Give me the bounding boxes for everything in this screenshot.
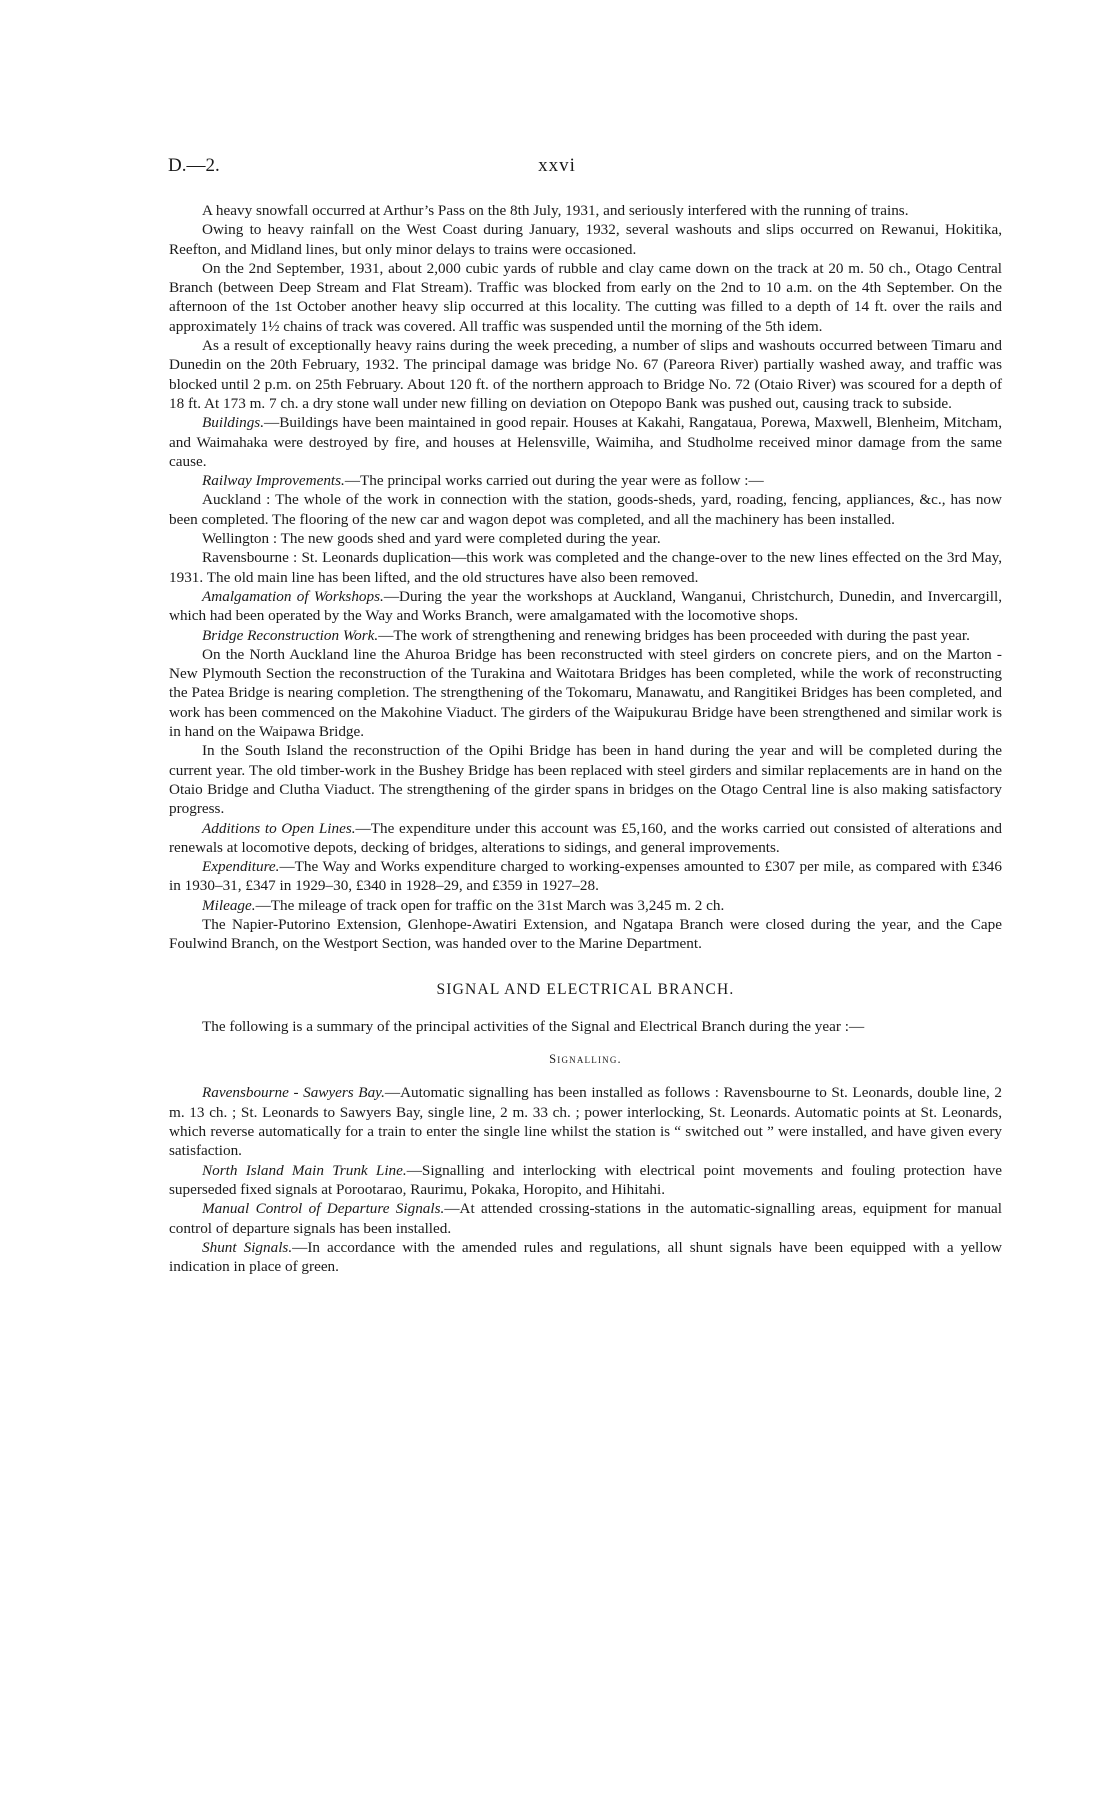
heading-amalgamation: Amalgamation of Workshops. [202,587,384,605]
paragraph-ravensbourne-sawyers: Ravensbourne - Sawyers Bay.—Automatic signalling has been installed as follows : Ravensbourne to St. Leonards, double line, 2 m. 13 ch. ; St. Leonards to Sawyers Bay, single line, 2 m. 33 ch. ; power interlocking, St. Leonards. Automatic points at St. Leonards, which reverse automatically for a train to enter the single line whilst the station is “ switched out ” were installed, and have given every satisfaction. [169,1084,1002,1160]
heading-manual-control: Manual Control of Departure Signals. [202,1200,445,1218]
paragraph-snowfall: A heavy snowfall occurred at Arthur’s Pass on the 8th July, 1931, and seriously interfered with the running of trains. [202,202,909,219]
heading-additions: Additions to Open Lines. [202,819,356,837]
paragraph-wellington: Wellington : The new goods shed and yard were completed during the year. [202,530,661,548]
paragraph-timaru-washouts: As a result of exceptionally heavy rains during the week preceding, a number of slips and washouts occurred between Timaru and Dunedin on the 20th February, 1932. The principal damage was bridge No. 67 (Pareora River) partially washed away, and traffic was blocked until 2 p.m. on 25th February. About 120 ft. of the northern approach to Bridge No. 72 (Otaio River) was scoured for a depth of 18 ft. At 173 m. 7 ch. a dry stone wall under new filling on deviation on Otepopo Bank was pushed out, causing track to subside. [169,337,1002,412]
paragraph-south-island-bridges: In the South Island the reconstruction of the Opihi Bridge has been in hand during the year and will be completed during the current year. The old timber-work in the Bushey Bridge has been replaced with steel girders and similar replacements are in hand on the Otaio Bridge and Clutha Viaduct. The strengthening of the girder spans in bridges on the Otago Central line is also making satisfactory progress. [169,742,1002,818]
section-title: SIGNAL AND ELECTRICAL BRANCH. [436,980,735,998]
heading-buildings: Buildings. [202,414,265,432]
paragraph-buildings: Buildings.—Buildings have been maintained in good repair. Houses at Kakahi, Rangataua, Porewa, Maxwell, Blenheim, Mitcham, and Waimahaka were destroyed by fire, and houses at Helensville, Waimiha, and Studholme received minor damage from the same cause. [169,414,1002,470]
paragraph-bridge-reconstruction: Bridge Reconstruction Work.—The work of strengthening and renewing bridges has been proceeded with during the past year. [202,626,970,644]
page-number: xxvi [538,155,576,176]
heading-expenditure: Expenditure. [202,858,280,876]
paragraph-amalgamation: Amalgamation of Workshops.—During the year the workshops at Auckland, Wanganui, Christchurch, Dunedin, and Invercargill, which had been operated by the Way and Works Branch, were amalgamated with the locomotive shops. [169,587,1002,625]
paragraph-closures: The Napier-Putorino Extension, Glenhope-Awatiri Extension, and Ngatapa Branch were closed during the year, and the Cape Foulwind Branch, on the Westport Section, was handed over to the Marine Department. [169,915,1002,953]
paragraph-nimt: North Island Main Trunk Line.—Signalling and interlocking with electrical point movements and fouling protection have superseded fixed signals at Porootarao, Raurimu, Pokaka, Horopito, and Hihitahi. [169,1161,1002,1198]
heading-bridge-reconstruction: Bridge Reconstruction Work. [202,626,379,644]
heading-nimt: North Island Main Trunk Line. [202,1161,407,1179]
heading-shunt-signals: Shunt Signals. [202,1238,293,1256]
heading-mileage: Mileage. [202,896,256,914]
paragraph-auckland: Auckland : The whole of the work in connection with the station, goods-sheds, yard, roading, fencing, appliances, &c., has now been completed. The flooring of the new car and wagon depot was completed, and all the machinery has been installed. [169,491,1002,528]
heading-railway-improvements: Railway Improvements. [202,472,345,490]
heading-ravensbourne-sawyers: Ravensbourne - Sawyers Bay. [202,1084,385,1102]
paragraph-mileage: Mileage.—The mileage of track open for traffic on the 31st March was 3,245 m. 2 ch. [202,896,725,914]
paragraph-railway-improvements: Railway Improvements.—The principal works carried out during the year were as follow :— [202,472,764,490]
section-intro: The following is a summary of the principal activities of the Signal and Electrical Branch during the year :— [202,1017,865,1035]
body-text [169,201,1002,1276]
document-reference: D.—2. [168,155,220,176]
paragraph-additions: Additions to Open Lines.—The expenditure under this account was £5,160, and the works carried out consisted of alterations and renewals at locomotive depots, decking of bridges, alterations to sidings, and general improvements. [169,819,1002,856]
paragraph-otago-slip: On the 2nd September, 1931, about 2,000 cubic yards of rubble and clay came down on the track at 20 m. 50 ch., Otago Central Branch (between Deep Stream and Flat Stream). Traffic was blocked from early on the 2nd to 10 a.m. on the 4th September. On the afternoon of the 1st October another heavy slip occurred at this locality. The cutting was filled to a depth of 14 ft. over the rails and approximately 1½ chains of track was covered. All traffic was suspended until the morning of the 5th idem. [169,259,1002,335]
paragraph-manual-control: Manual Control of Departure Signals.—At attended crossing-stations in the automatic-signalling areas, equipment for manual control of departure signals has been installed. [169,1200,1002,1237]
paragraph-north-island-bridges: On the North Auckland line the Ahuroa Bridge has been reconstructed with steel girders on concrete piers, and on the Marton - New Plymouth Section the reconstruction of the Turakina and Waitotara Bridges has been completed, while the work of reconstructing the Patea Bridge is nearing completion. The strengthening of the Tokomaru, Manawatu, and Rangitikei Bridges has been completed, and work has been commenced on the Makohine Viaduct. The girders of the Waipukurau Bridge have been strengthened and similar work is in hand on the Waipawa Bridge. [169,645,1002,741]
paragraph-ravensbourne: Ravensbourne : St. Leonards duplication—this work was completed and the change-over to the new lines effected on the 3rd May, 1931. The old main line has been lifted, and the old structures have also been removed. [169,549,1002,586]
paragraph-shunt-signals: Shunt Signals.—In accordance with the amended rules and regulations, all shunt signals have been equipped with a yellow indication in place of green. [169,1238,1002,1276]
paragraph-west-coast: Owing to heavy rainfall on the West Coast during January, 1932, several washouts and slips occurred on Rewanui, Hokitika, Reefton, and Midland lines, but only minor delays to trains were occasioned. [169,221,1002,258]
section-subtitle: Signalling. [549,1052,622,1067]
paragraph-expenditure: Expenditure.—The Way and Works expenditure charged to working-expenses amounted to £307 per mile, as compared with £346 in 1930–31, £347 in 1929–30, £340 in 1928–29, and £359 in 1927–28. [169,858,1002,895]
